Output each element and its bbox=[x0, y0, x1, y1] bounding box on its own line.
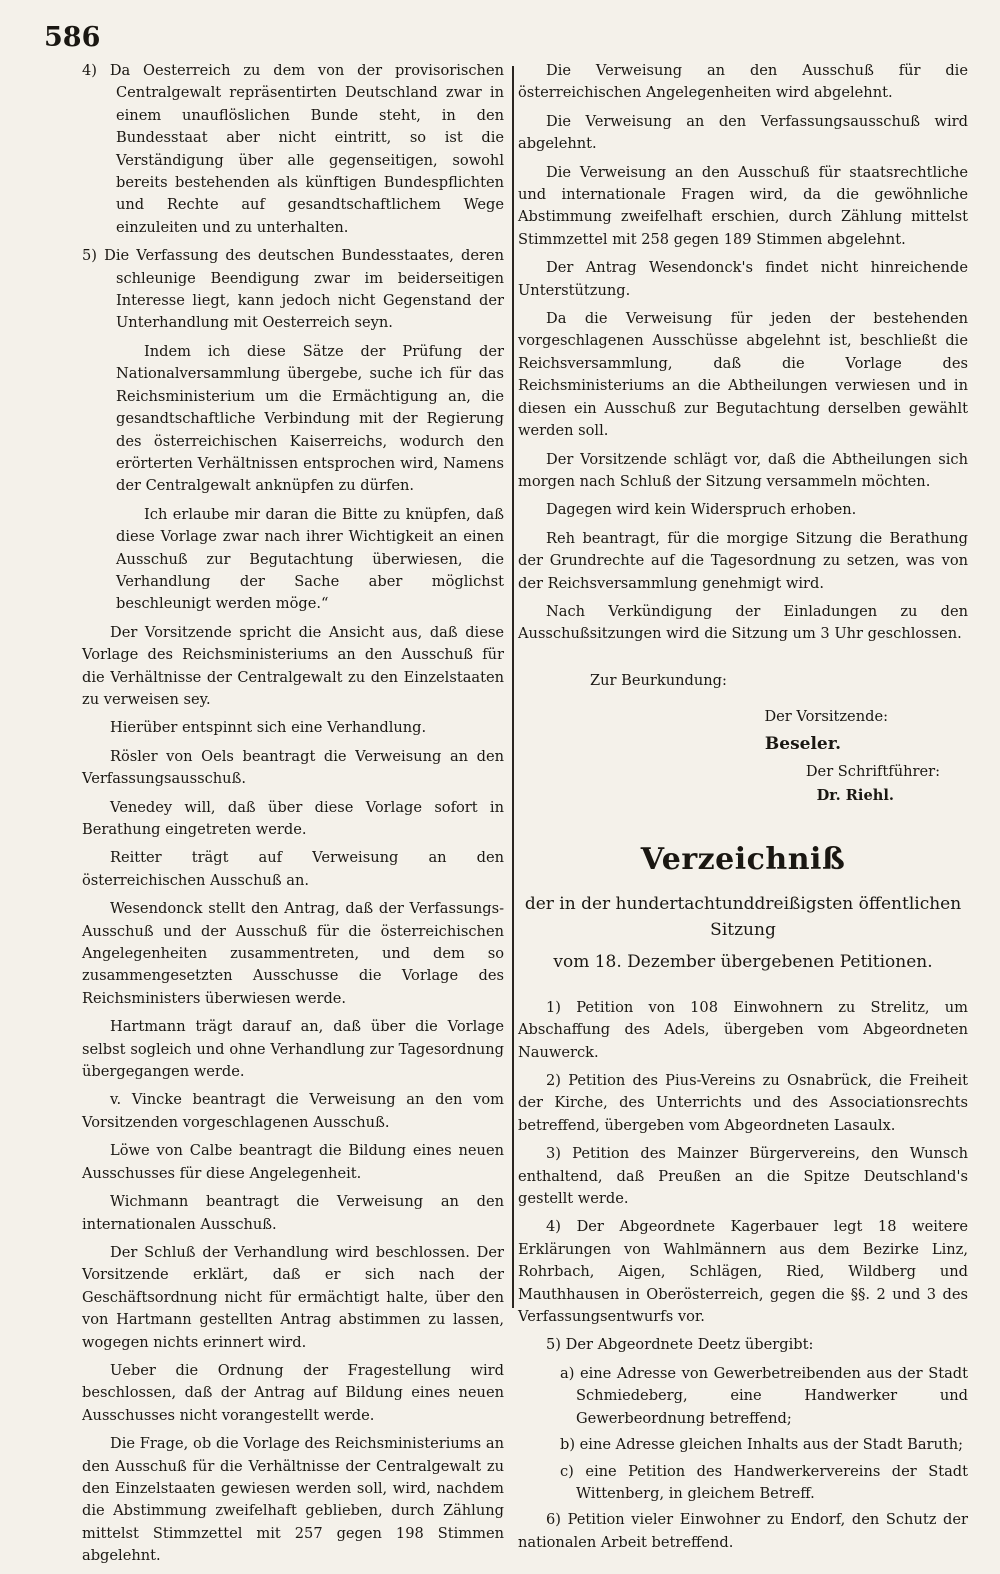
section-subtitle: vom 18. Dezember übergebenen Petitionen. bbox=[553, 951, 933, 972]
paragraph: Hartmann trägt darauf an, daß über die Vorlage selbst sogleich und ohne Verhandlung zur Tagesordnung übergegangen werde. bbox=[82, 1018, 504, 1081]
petition-item: 5) Der Abgeordnete Deetz übergibt: bbox=[546, 1336, 814, 1354]
petition-subitem: b) eine Adresse gleichen Inhalts aus der Stadt Baruth; bbox=[560, 1436, 964, 1454]
paragraph: Reitter trägt auf Verweisung an den österreichischen Ausschuß an. bbox=[82, 849, 504, 889]
paragraph: Dagegen wird kein Widerspruch erhoben. bbox=[546, 501, 857, 519]
left-column bbox=[82, 60, 504, 1574]
paragraph: Die Verweisung an den Ausschuß für staatsrechtliche und internationale Fragen wird, da die gewöhnliche Abstimmung zweifelhaft erschien, durch Zählung mittelst Stimmzettel mit 258 gegen 189 Stimmen abgelehnt. bbox=[518, 163, 968, 248]
paragraph: v. Vincke beantragt die Verweisung an den vom Vorsitzenden vorgeschlagenen Ausschuß. bbox=[82, 1091, 504, 1131]
paragraph: Der Vorsitzende spricht die Ansicht aus, daß diese Vorlage des Reichsministeriums an den Ausschuß für die Verhältnisse der Centralgewalt zu den Einzelstaaten zu verweisen sey. bbox=[82, 623, 504, 708]
paragraph: Wichmann beantragt die Verweisung an den internationalen Ausschuß. bbox=[82, 1193, 504, 1233]
paragraph: Reh beantragt, für die morgige Sitzung die Berathung der Grundrechte auf die Tagesordnung zu setzen, was von der Reichsversammlung genehmigt wird. bbox=[518, 529, 968, 592]
petition-item: 3) Petition des Mainzer Bürgervereins, den Wunsch enthaltend, daß Preußen an die Spitze Deutschland's gestellt werde. bbox=[518, 1145, 968, 1208]
list-item: 4) Da Oesterreich zu dem von der provisorischen Centralgewalt repräsentirten Deutschland zwar in einem unauflöslichen Bunde steht, in den Bundesstaat aber nicht eintritt, so ist die Verständigung über alle gegenseitigen, sowohl bereits bestehenden als künftigen Bundespflichten und Rechte auf gesandtschaftlichem Wege einzuleiten und zu unterhalten. bbox=[82, 62, 504, 236]
paragraph: Hierüber entspinnt sich eine Verhandlung. bbox=[110, 719, 427, 737]
paragraph: Die Verweisung an den Ausschuß für die österreichischen Angelegenheiten wird abgelehnt. bbox=[518, 62, 968, 102]
paragraph: Rösler von Oels beantragt die Verweisung an den Verfassungsausschuß. bbox=[82, 747, 504, 788]
paragraph: Wesendonck stellt den Antrag, daß der Verfassungs-Ausschuß und der Ausschuß für die österreichischen Angelegenheiten zusammentreten, und dem so zusammengesetzten Ausschusse die Vorlage des Reichsministers überwiesen werde. bbox=[82, 900, 504, 1007]
paragraph: Da die Verweisung für jeden der bestehenden vorgeschlagenen Ausschüsse abgelehnt ist, beschließt die Reichsversammlung, daß die Vorlage des Reichsministeriums an die Abtheilungen verwiesen und in diesen ein Ausschuß zur Begutachtung derselben gewählt werden soll. bbox=[518, 310, 968, 440]
paragraph: Löwe von Calbe beantragt die Bildung eines neuen Ausschusses für diese Angelegenheit. bbox=[82, 1142, 504, 1182]
paragraph: Der Antrag Wesendonck's findet nicht hinreichende Unterstützung. bbox=[518, 259, 968, 299]
paragraph: Venedey will, daß über diese Vorlage sofort in Berathung eingetreten werde. bbox=[82, 798, 504, 838]
list-item: 5) Die Verfassung des deutschen Bundesstaates, deren schleunige Beendigung zwar im beiderseitigen Interesse liegt, kann jedoch nicht Gegenstand der Unterhandlung mit Oesterreich seyn. bbox=[82, 247, 504, 332]
page-number: 586 bbox=[44, 22, 101, 53]
petition-subitem: a) eine Adresse von Gewerbetreibenden aus der Stadt Schmiedeberg, eine Handwerker und Gewerbeordnung betreffend; bbox=[560, 1364, 968, 1427]
petition-item: 6) Petition vieler Einwohner zu Endorf, den Schutz der nationalen Arbeit betreffend. bbox=[518, 1511, 968, 1551]
right-column bbox=[518, 60, 968, 1560]
paragraph: Nach Verkündigung der Einladungen zu den Ausschußsitzungen wird die Sitzung um 3 Uhr geschlossen. bbox=[518, 602, 968, 643]
chair-label: Der Vorsitzende: bbox=[764, 708, 888, 726]
chair-name: Beseler. bbox=[764, 733, 842, 754]
column-divider bbox=[512, 66, 514, 1308]
secretary-label: Der Schriftführer: bbox=[805, 762, 940, 780]
petition-item: 1) Petition von 108 Einwohnern zu Strelitz, um Abschaffung des Adels, übergeben vom Abgeordneten Nauwerck. bbox=[518, 998, 968, 1061]
quoted-paragraph: Ich erlaube mir daran die Bitte zu knüpfen, daß diese Vorlage zwar nach ihrer Wichtigkeit an einen Ausschuß zur Begutachtung überwiesen, die Verhandlung der Sache aber möglichst beschleunigt werden möge.“ bbox=[116, 505, 504, 613]
certification-label: Zur Beurkundung: bbox=[590, 671, 727, 689]
petition-item: 2) Petition des Pius-Vereins zu Osnabrück, die Freiheit der Kirche, des Unterrichts und des Associationsrechts betreffend, übergeben vom Abgeordneten Lasaulx. bbox=[518, 1072, 968, 1134]
secretary-name: Dr. Riehl. bbox=[816, 787, 894, 805]
section-subtitle: der in der hundertachtunddreißigsten öffentlichen Sitzung bbox=[524, 893, 962, 940]
paragraph: Ueber die Ordnung der Fragestellung wird beschlossen, daß der Antrag auf Bildung eines neuen Ausschusses nicht vorangestellt werde. bbox=[82, 1361, 504, 1424]
quoted-paragraph: Indem ich diese Sätze der Prüfung der Nationalversammlung übergebe, suche ich für das Reichsministerium um die Ermächtigung an, die gesandtschaftliche Verbindung mit der Regierung des österreichischen Kaiserreichs, wodurch den erörterten Verhältnissen entsprochen wird, Namens der Centralgewalt anknüpfen zu dürfen. bbox=[116, 342, 504, 495]
paragraph: Die Verweisung an den Verfassungsausschuß wird abgelehnt. bbox=[518, 112, 968, 153]
paragraph: Der Vorsitzende schlägt vor, daß die Abtheilungen sich morgen nach Schluß der Sitzung versammeln möchten. bbox=[518, 450, 968, 490]
petition-item: 4) Der Abgeordnete Kagerbauer legt 18 weitere Erklärungen von Wahlmännern aus dem Bezirke Linz, Rohrbach, Aigen, Schlägen, Ried, Wildberg und Mauthhausen in Oberösterreich, gegen die §§. 2 und 3 des Verfassungsentwurfs vor. bbox=[518, 1218, 968, 1326]
section-title: Verzeichniß bbox=[640, 841, 846, 877]
paragraph: Die Frage, ob die Vorlage des Reichsministeriums an den Ausschuß für die Verhältnisse der Centralgewalt zu den Einzelstaaten gewiesen werden soll, wird, nachdem die Abstimmung zweifelhaft geblieben, durch Zählung mittelst Stimmzettel mit 257 gegen 198 Stimmen abgelehnt. bbox=[82, 1435, 504, 1565]
paragraph: Der Schluß der Verhandlung wird beschlossen. Der Vorsitzende erklärt, daß er sich nach der Geschäftsordnung nicht für ermächtigt halte, über den von Hartmann gestellten Antrag abstimmen zu lassen, wogegen nichts erinnert wird. bbox=[82, 1243, 504, 1351]
petition-subitem: c) eine Petition des Handwerkervereins der Stadt Wittenberg, in gleichem Betreff. bbox=[560, 1462, 968, 1502]
